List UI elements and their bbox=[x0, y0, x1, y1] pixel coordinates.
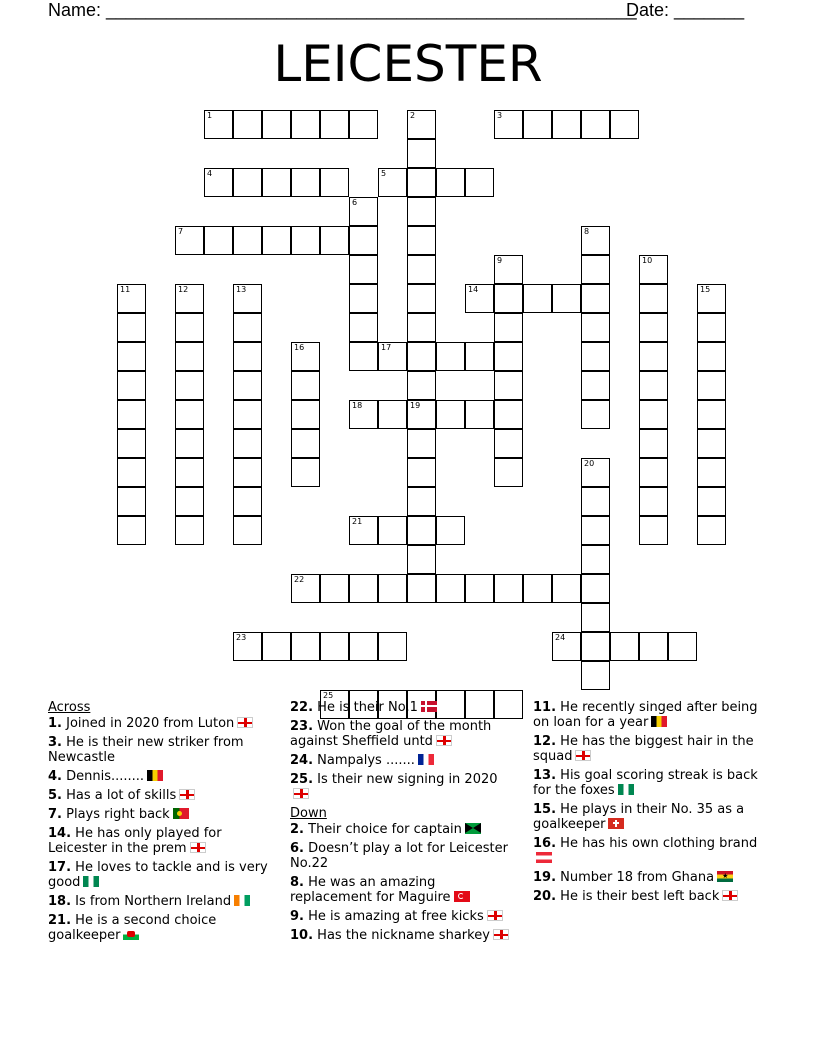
grid-cell[interactable] bbox=[262, 226, 291, 255]
grid-cell[interactable] bbox=[436, 400, 465, 429]
clue-item bbox=[48, 826, 276, 856]
grid-cell[interactable] bbox=[262, 168, 291, 197]
grid-cell[interactable] bbox=[581, 487, 610, 516]
clue-item bbox=[290, 909, 512, 924]
grid-cell[interactable] bbox=[349, 197, 378, 226]
grid-cell[interactable] bbox=[494, 574, 523, 603]
grid-cell[interactable] bbox=[117, 371, 146, 400]
grid-cell[interactable] bbox=[407, 168, 436, 197]
grid-cell[interactable] bbox=[639, 342, 668, 371]
grid-cell[interactable] bbox=[233, 110, 262, 139]
jamaica-flag-icon bbox=[465, 823, 481, 834]
clue-text: He recently singed after being on loan for a year bbox=[533, 700, 758, 730]
clue-item bbox=[533, 889, 769, 904]
grid-cell[interactable] bbox=[523, 574, 552, 603]
grid-cell[interactable] bbox=[407, 516, 436, 545]
clue-item bbox=[533, 870, 769, 885]
grid-cell[interactable] bbox=[407, 139, 436, 168]
grid-cell[interactable] bbox=[407, 284, 436, 313]
grid-cell[interactable] bbox=[494, 429, 523, 458]
clue-text: He is their new striker from Newcastle bbox=[48, 735, 244, 765]
grid-cell[interactable] bbox=[320, 574, 349, 603]
grid-cell[interactable] bbox=[494, 342, 523, 371]
grid-cell[interactable] bbox=[291, 371, 320, 400]
grid-cell[interactable] bbox=[291, 168, 320, 197]
grid-cell[interactable] bbox=[320, 168, 349, 197]
grid-cell[interactable] bbox=[407, 574, 436, 603]
austria-flag-icon bbox=[536, 852, 552, 863]
grid-cell[interactable] bbox=[349, 632, 378, 661]
grid-cell[interactable] bbox=[465, 574, 494, 603]
grid-cell[interactable] bbox=[204, 168, 233, 197]
grid-cell[interactable] bbox=[581, 516, 610, 545]
grid-cell[interactable] bbox=[581, 458, 610, 487]
grid-cell[interactable] bbox=[697, 516, 726, 545]
grid-cell[interactable] bbox=[117, 342, 146, 371]
grid-cell[interactable] bbox=[465, 400, 494, 429]
cell-number: 8 bbox=[584, 227, 590, 236]
cell-number: 15 bbox=[700, 285, 711, 294]
grid-cell[interactable] bbox=[581, 342, 610, 371]
nigeria-flag-icon bbox=[618, 784, 634, 795]
cell-number: 6 bbox=[352, 198, 358, 207]
cell-number: 21 bbox=[352, 517, 363, 526]
clues-column-1 bbox=[48, 700, 276, 947]
grid-cell[interactable] bbox=[465, 284, 494, 313]
clue-item bbox=[48, 894, 276, 909]
grid-cell[interactable] bbox=[523, 284, 552, 313]
england-flag-icon bbox=[575, 750, 591, 761]
date-field[interactable]: Date: _______ bbox=[626, 0, 745, 20]
grid-cell[interactable] bbox=[494, 313, 523, 342]
grid-cell[interactable] bbox=[204, 110, 233, 139]
england-flag-icon bbox=[493, 929, 509, 940]
clue-text: He is a second choice goalkeeper bbox=[48, 913, 217, 943]
grid-cell[interactable] bbox=[697, 342, 726, 371]
grid-cell[interactable] bbox=[291, 632, 320, 661]
grid-cell[interactable] bbox=[639, 255, 668, 284]
grid-cell[interactable] bbox=[291, 458, 320, 487]
grid-cell[interactable] bbox=[233, 342, 262, 371]
england-flag-icon bbox=[436, 735, 452, 746]
clue-item bbox=[290, 822, 512, 837]
grid-cell[interactable] bbox=[697, 284, 726, 313]
turkey-flag-icon bbox=[454, 891, 470, 902]
clue-number: 14. bbox=[48, 826, 72, 841]
grid-cell[interactable] bbox=[378, 400, 407, 429]
grid-cell[interactable] bbox=[349, 226, 378, 255]
cell-number: 7 bbox=[178, 227, 184, 236]
belgium-flag-icon bbox=[651, 716, 667, 727]
grid-cell[interactable] bbox=[175, 284, 204, 313]
grid-cell[interactable] bbox=[378, 574, 407, 603]
grid-cell[interactable] bbox=[233, 429, 262, 458]
grid-cell[interactable] bbox=[639, 371, 668, 400]
grid-cell[interactable] bbox=[523, 110, 552, 139]
grid-cell[interactable] bbox=[697, 458, 726, 487]
france-flag-icon bbox=[418, 754, 434, 765]
england-flag-icon bbox=[722, 890, 738, 901]
clue-number: 3. bbox=[48, 735, 62, 750]
clue-text: Doesn’t play a lot for Leicester No.22 bbox=[290, 841, 508, 871]
clue-item bbox=[290, 753, 512, 768]
clue-item bbox=[290, 875, 512, 905]
portugal-flag-icon bbox=[173, 808, 189, 819]
clue-number: 21. bbox=[48, 913, 72, 928]
grid-cell[interactable] bbox=[639, 487, 668, 516]
clue-number: 1. bbox=[48, 716, 62, 731]
across-heading: Across bbox=[48, 700, 91, 715]
clue-number: 18. bbox=[48, 894, 72, 909]
grid-cell[interactable] bbox=[175, 226, 204, 255]
switzerland-flag-icon bbox=[608, 818, 624, 829]
clue-number: 19. bbox=[533, 870, 557, 885]
grid-cell[interactable] bbox=[610, 110, 639, 139]
cell-number: 23 bbox=[236, 633, 247, 642]
cell-number: 13 bbox=[236, 285, 247, 294]
clue-text: He is amazing at free kicks bbox=[308, 909, 484, 924]
grid-cell[interactable] bbox=[581, 545, 610, 574]
grid-cell[interactable] bbox=[639, 458, 668, 487]
cell-number: 9 bbox=[497, 256, 503, 265]
clues-column-3 bbox=[533, 700, 769, 908]
wales-flag-icon bbox=[123, 929, 139, 940]
grid-cell[interactable] bbox=[494, 284, 523, 313]
clue-item bbox=[48, 860, 276, 890]
cell-number: 14 bbox=[468, 285, 479, 294]
grid-cell[interactable] bbox=[436, 168, 465, 197]
grid-cell[interactable] bbox=[436, 574, 465, 603]
grid-cell[interactable] bbox=[407, 487, 436, 516]
grid-cell[interactable] bbox=[117, 400, 146, 429]
grid-cell[interactable] bbox=[697, 487, 726, 516]
clue-text: Nampalys ....... bbox=[317, 753, 415, 768]
grid-cell[interactable] bbox=[233, 313, 262, 342]
nigeria-flag-icon bbox=[83, 876, 99, 887]
cell-number: 24 bbox=[555, 633, 566, 642]
clue-number: 17. bbox=[48, 860, 72, 875]
cell-number: 17 bbox=[381, 343, 392, 352]
grid-cell[interactable] bbox=[494, 255, 523, 284]
cell-number: 16 bbox=[294, 343, 305, 352]
clue-number: 2. bbox=[290, 822, 304, 837]
grid-cell[interactable] bbox=[378, 516, 407, 545]
clue-item bbox=[48, 788, 276, 803]
clue-text: He has his own clothing brand bbox=[560, 836, 758, 851]
grid-cell[interactable] bbox=[697, 313, 726, 342]
grid-cell[interactable] bbox=[378, 342, 407, 371]
grid-cell[interactable] bbox=[407, 371, 436, 400]
england-flag-icon bbox=[237, 717, 253, 728]
grid-cell[interactable] bbox=[639, 284, 668, 313]
cell-number: 12 bbox=[178, 285, 189, 294]
grid-cell[interactable] bbox=[407, 458, 436, 487]
grid-cell[interactable] bbox=[117, 487, 146, 516]
grid-cell[interactable] bbox=[407, 197, 436, 226]
clue-number: 13. bbox=[533, 768, 557, 783]
grid-cell[interactable] bbox=[581, 284, 610, 313]
england-flag-icon bbox=[190, 842, 206, 853]
grid-cell[interactable] bbox=[233, 168, 262, 197]
cell-number: 25 bbox=[323, 691, 334, 700]
clue-item bbox=[48, 913, 276, 943]
clue-text: Plays right back bbox=[66, 807, 170, 822]
grid-cell[interactable] bbox=[320, 226, 349, 255]
grid-cell[interactable] bbox=[175, 371, 204, 400]
down-clue-list-continued bbox=[533, 700, 769, 904]
grid-cell[interactable] bbox=[320, 110, 349, 139]
grid-cell[interactable] bbox=[639, 400, 668, 429]
clue-number: 6. bbox=[290, 841, 304, 856]
cell-number: 4 bbox=[207, 169, 213, 178]
grid-cell[interactable] bbox=[378, 168, 407, 197]
cell-number: 3 bbox=[497, 111, 503, 120]
grid-cell[interactable] bbox=[349, 255, 378, 284]
grid-cell[interactable] bbox=[581, 661, 610, 690]
grid-cell[interactable] bbox=[349, 284, 378, 313]
denmark-flag-icon bbox=[421, 701, 437, 712]
grid-cell[interactable] bbox=[552, 284, 581, 313]
grid-cell[interactable] bbox=[494, 458, 523, 487]
grid-cell[interactable] bbox=[291, 400, 320, 429]
clue-number: 25. bbox=[290, 772, 314, 787]
grid-cell[interactable] bbox=[581, 226, 610, 255]
grid-cell[interactable] bbox=[407, 226, 436, 255]
grid-cell[interactable] bbox=[639, 632, 668, 661]
ghana-flag-icon bbox=[717, 871, 733, 882]
cell-number: 11 bbox=[120, 285, 131, 294]
grid-cell[interactable] bbox=[175, 487, 204, 516]
across-clue-list-continued bbox=[290, 700, 512, 802]
grid-cell[interactable] bbox=[233, 284, 262, 313]
cell-number: 5 bbox=[381, 169, 387, 178]
grid-cell[interactable] bbox=[233, 516, 262, 545]
grid-cell[interactable] bbox=[291, 342, 320, 371]
clue-text: His goal scoring streak is back for the foxes bbox=[533, 768, 758, 798]
grid-cell[interactable] bbox=[465, 342, 494, 371]
cell-number: 1 bbox=[207, 111, 213, 120]
grid-cell[interactable] bbox=[117, 284, 146, 313]
grid-cell[interactable] bbox=[407, 342, 436, 371]
clue-text: Won the goal of the month against Sheffield untd bbox=[290, 719, 492, 749]
clue-number: 9. bbox=[290, 909, 304, 924]
clue-item bbox=[290, 719, 512, 749]
grid-cell[interactable] bbox=[262, 110, 291, 139]
clue-number: 22. bbox=[290, 700, 314, 715]
grid-cell[interactable] bbox=[639, 516, 668, 545]
grid-cell[interactable] bbox=[320, 632, 349, 661]
grid-cell[interactable] bbox=[233, 226, 262, 255]
clue-number: 5. bbox=[48, 788, 62, 803]
clue-text: He plays in their No. 35 as a goalkeeper bbox=[533, 802, 745, 832]
clue-number: 4. bbox=[48, 769, 62, 784]
clue-item bbox=[533, 802, 769, 832]
grid-cell[interactable] bbox=[407, 313, 436, 342]
grid-cell[interactable] bbox=[581, 313, 610, 342]
grid-cell[interactable] bbox=[117, 313, 146, 342]
clue-text: Their choice for captain bbox=[308, 822, 462, 837]
grid-cell[interactable] bbox=[407, 110, 436, 139]
grid-cell[interactable] bbox=[668, 632, 697, 661]
grid-cell[interactable] bbox=[494, 110, 523, 139]
grid-cell[interactable] bbox=[581, 400, 610, 429]
grid-cell[interactable] bbox=[117, 429, 146, 458]
clue-number: 11. bbox=[533, 700, 557, 715]
grid-cell[interactable] bbox=[175, 400, 204, 429]
clue-text: He has the biggest hair in the squad bbox=[533, 734, 754, 764]
clues-column-2 bbox=[290, 700, 512, 947]
clue-text: Has the nickname sharkey bbox=[317, 928, 490, 943]
clue-item bbox=[290, 928, 512, 943]
grid-cell[interactable] bbox=[349, 516, 378, 545]
cell-number: 20 bbox=[584, 459, 595, 468]
puzzle-title: LEICESTER bbox=[273, 35, 543, 93]
clue-text: He loves to tackle and is very good bbox=[48, 860, 268, 890]
grid-cell[interactable] bbox=[581, 255, 610, 284]
clue-item bbox=[290, 700, 512, 715]
grid-cell[interactable] bbox=[175, 458, 204, 487]
grid-cell[interactable] bbox=[349, 400, 378, 429]
cell-number: 18 bbox=[352, 401, 363, 410]
grid-cell[interactable] bbox=[117, 458, 146, 487]
clue-item bbox=[48, 807, 276, 822]
clue-item bbox=[48, 716, 276, 731]
clue-number: 16. bbox=[533, 836, 557, 851]
clue-item bbox=[48, 769, 276, 784]
england-flag-icon bbox=[179, 789, 195, 800]
grid-cell[interactable] bbox=[436, 516, 465, 545]
grid-cell[interactable] bbox=[349, 574, 378, 603]
grid-cell[interactable] bbox=[407, 400, 436, 429]
grid-cell[interactable] bbox=[378, 632, 407, 661]
grid-cell[interactable] bbox=[407, 255, 436, 284]
clue-text: He is their best left back bbox=[560, 889, 720, 904]
grid-cell[interactable] bbox=[117, 516, 146, 545]
grid-cell[interactable] bbox=[697, 429, 726, 458]
grid-cell[interactable] bbox=[552, 632, 581, 661]
clue-item bbox=[533, 700, 769, 730]
clue-text: He is their No.1 bbox=[317, 700, 418, 715]
clue-number: 24. bbox=[290, 753, 314, 768]
grid-cell[interactable] bbox=[552, 574, 581, 603]
grid-cell[interactable] bbox=[581, 632, 610, 661]
clue-item bbox=[290, 772, 512, 802]
grid-cell[interactable] bbox=[610, 632, 639, 661]
grid-cell[interactable] bbox=[175, 429, 204, 458]
grid-cell[interactable] bbox=[639, 429, 668, 458]
ivory-coast-flag-icon bbox=[234, 895, 250, 906]
grid-cell[interactable] bbox=[233, 487, 262, 516]
cell-number: 10 bbox=[642, 256, 653, 265]
england-flag-icon bbox=[293, 788, 309, 799]
grid-cell[interactable] bbox=[552, 110, 581, 139]
grid-cell[interactable] bbox=[494, 371, 523, 400]
grid-cell[interactable] bbox=[233, 400, 262, 429]
grid-cell[interactable] bbox=[581, 110, 610, 139]
grid-cell[interactable] bbox=[291, 429, 320, 458]
clue-item bbox=[48, 735, 276, 765]
grid-cell[interactable] bbox=[581, 603, 610, 632]
clue-number: 7. bbox=[48, 807, 62, 822]
clue-number: 20. bbox=[533, 889, 557, 904]
clue-item bbox=[533, 768, 769, 798]
clue-text: He was an amazing replacement for Maguire bbox=[290, 875, 451, 905]
clue-number: 10. bbox=[290, 928, 314, 943]
england-flag-icon bbox=[487, 910, 503, 921]
clue-number: 8. bbox=[290, 875, 304, 890]
belgium-flag-icon bbox=[147, 770, 163, 781]
clue-text: He has only played for Leicester in the prem bbox=[48, 826, 222, 856]
grid-cell[interactable] bbox=[175, 313, 204, 342]
clue-text: Dennis........ bbox=[66, 769, 145, 784]
grid-cell[interactable] bbox=[349, 342, 378, 371]
clue-text: Number 18 from Ghana bbox=[560, 870, 715, 885]
cell-number: 22 bbox=[294, 575, 305, 584]
grid-cell[interactable] bbox=[407, 429, 436, 458]
grid-cell[interactable] bbox=[436, 342, 465, 371]
down-heading: Down bbox=[290, 806, 327, 821]
grid-cell[interactable] bbox=[233, 632, 262, 661]
grid-cell[interactable] bbox=[291, 574, 320, 603]
grid-cell[interactable] bbox=[581, 371, 610, 400]
cell-number: 19 bbox=[410, 401, 421, 410]
grid-cell[interactable] bbox=[407, 545, 436, 574]
clue-item bbox=[290, 841, 512, 871]
clue-item bbox=[533, 734, 769, 764]
grid-cell[interactable] bbox=[291, 226, 320, 255]
clue-item bbox=[533, 836, 769, 866]
grid-cell[interactable] bbox=[291, 110, 320, 139]
grid-cell[interactable] bbox=[349, 110, 378, 139]
grid-cell[interactable] bbox=[262, 632, 291, 661]
cell-number: 2 bbox=[410, 111, 416, 120]
clue-number: 23. bbox=[290, 719, 314, 734]
clue-text: Has a lot of skills bbox=[66, 788, 177, 803]
clue-text: Joined in 2020 from Luton bbox=[66, 716, 235, 731]
grid-cell[interactable] bbox=[233, 458, 262, 487]
grid-cell[interactable] bbox=[465, 168, 494, 197]
grid-cell[interactable] bbox=[349, 313, 378, 342]
clue-number: 12. bbox=[533, 734, 557, 749]
clue-number: 15. bbox=[533, 802, 557, 817]
across-clue-list bbox=[48, 716, 276, 943]
grid-cell[interactable] bbox=[697, 400, 726, 429]
grid-cell[interactable] bbox=[175, 516, 204, 545]
clue-text: Is from Northern Ireland bbox=[75, 894, 232, 909]
name-field[interactable]: Name: _____________________________________________________ bbox=[48, 0, 637, 20]
grid-cell[interactable] bbox=[639, 313, 668, 342]
clue-text: Is their new signing in 2020 bbox=[317, 772, 498, 787]
down-clue-list bbox=[290, 822, 512, 943]
grid-cell[interactable] bbox=[233, 371, 262, 400]
grid-cell[interactable] bbox=[581, 574, 610, 603]
grid-cell[interactable] bbox=[697, 371, 726, 400]
grid-cell[interactable] bbox=[175, 342, 204, 371]
grid-cell[interactable] bbox=[204, 226, 233, 255]
grid-cell[interactable] bbox=[494, 400, 523, 429]
